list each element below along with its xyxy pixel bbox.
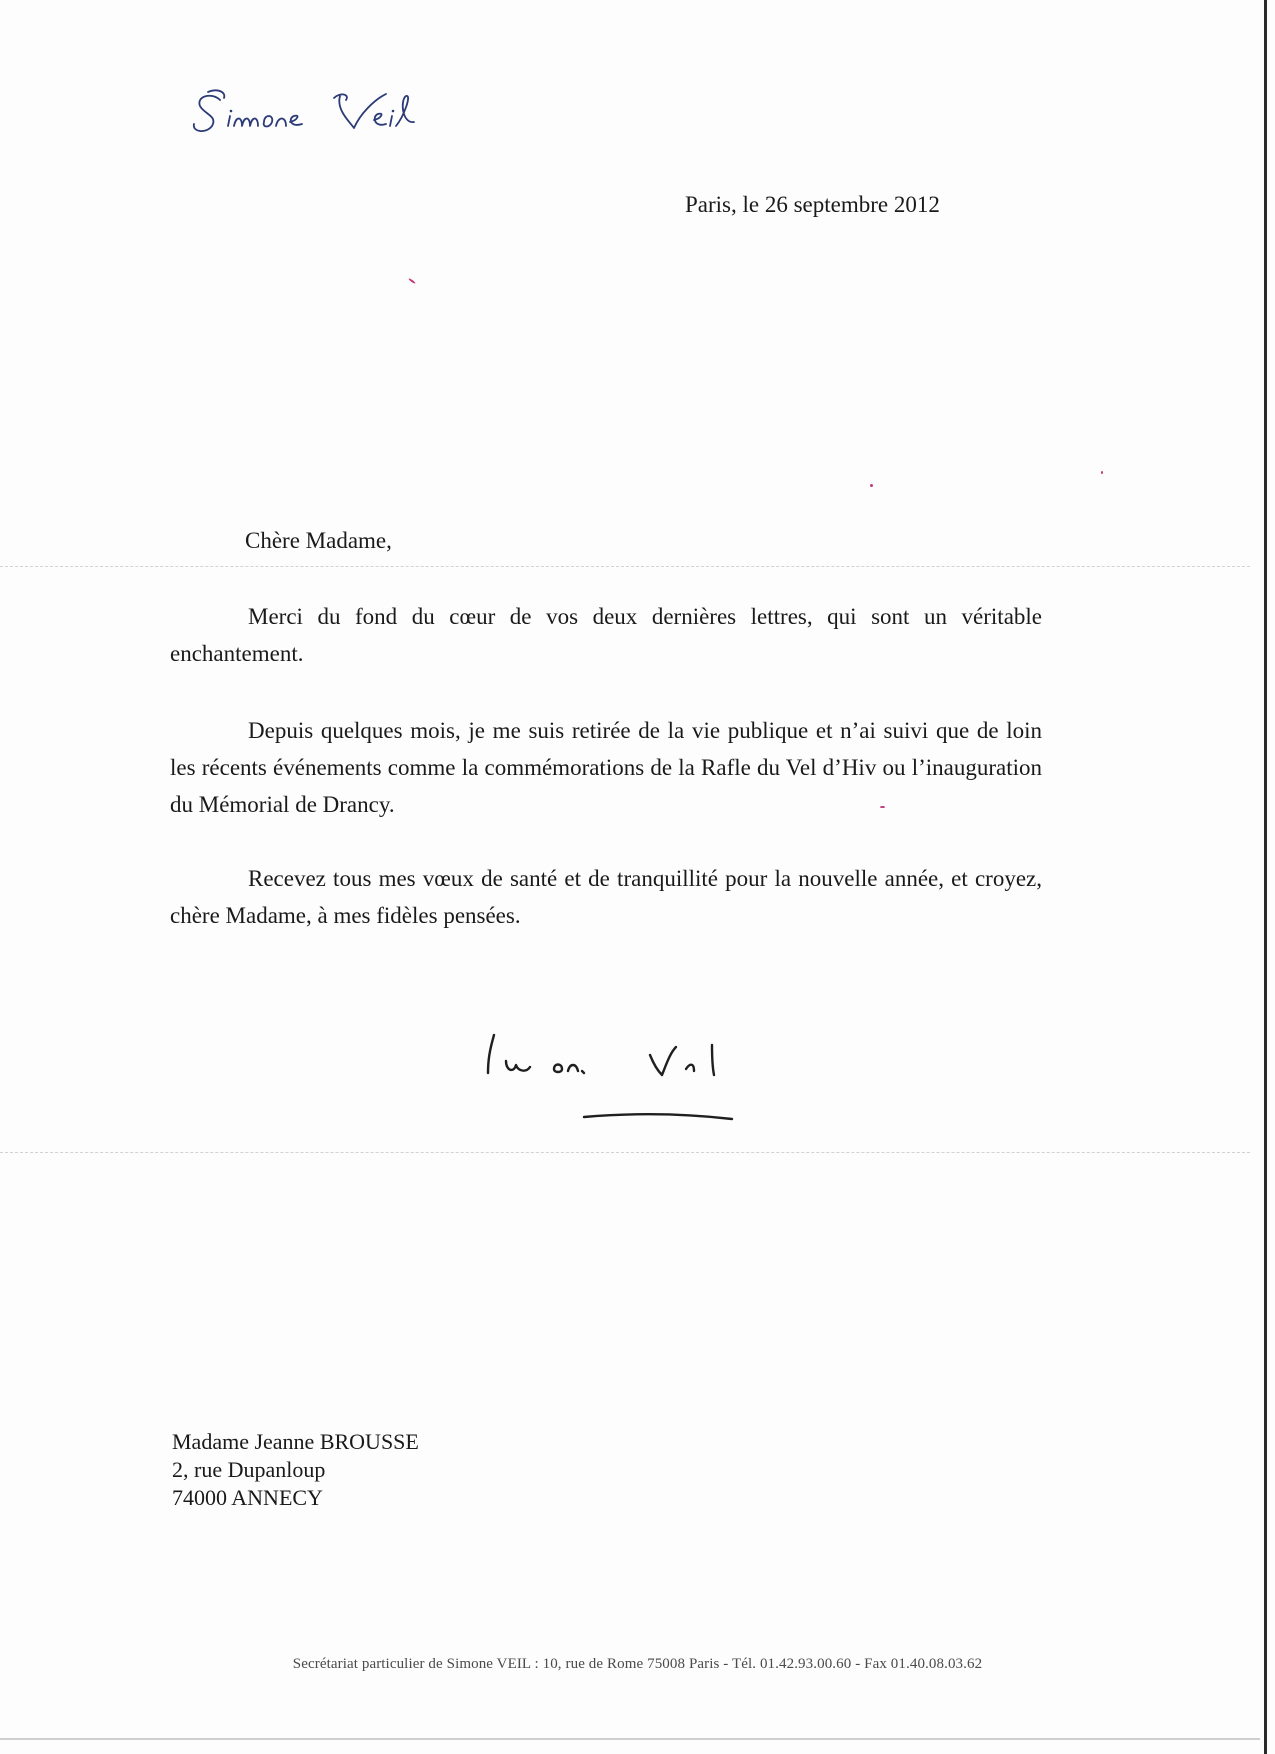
- letter-footer: Secrétariat particulier de Simone VEIL : 10, rue de Rome 75008 Paris - Tél. 01.42.93.00.60 - Fax 01.40.08.03.62: [292, 1656, 983, 1672]
- scan-edge: [1264, 0, 1267, 1754]
- scan-bottom-edge: [0, 1738, 1260, 1740]
- paper-fold-line: [0, 1152, 1250, 1153]
- body-paragraph: Depuis quelques mois, je me suis retirée de la vie publique et n’ai suivi que de loin les récents événements comme la commémorations de la Rafle du Vel d’Hiv ou l’inauguration du Mémorial de Drancy.: [170, 718, 1042, 817]
- body-paragraph: Merci du fond du cœur de vos deux dernières lettres, qui sont un véritable enchantement.: [170, 604, 1042, 666]
- ink-speck: [870, 484, 873, 487]
- recipient-street: 2, rue Dupanloup: [172, 1457, 326, 1482]
- handwritten-signature: [480, 1015, 750, 1145]
- recipient-city: 74000 ANNECY: [172, 1485, 323, 1510]
- salutation: Chère Madame,: [245, 528, 392, 553]
- ink-speck: [408, 278, 416, 284]
- ink-speck: [1101, 471, 1103, 474]
- paper-fold-line: [0, 566, 1250, 567]
- recipient-address: [172, 1428, 419, 1512]
- body-paragraph: Recevez tous mes vœux de santé et de tranquillité pour la nouvelle année, et croyez, chère Madame, à mes fidèles pensées.: [170, 866, 1042, 928]
- letter-date: Paris, le 26 septembre 2012: [685, 192, 940, 217]
- recipient-name: Madame Jeanne BROUSSE: [172, 1429, 419, 1454]
- letterhead-logo: [190, 86, 450, 150]
